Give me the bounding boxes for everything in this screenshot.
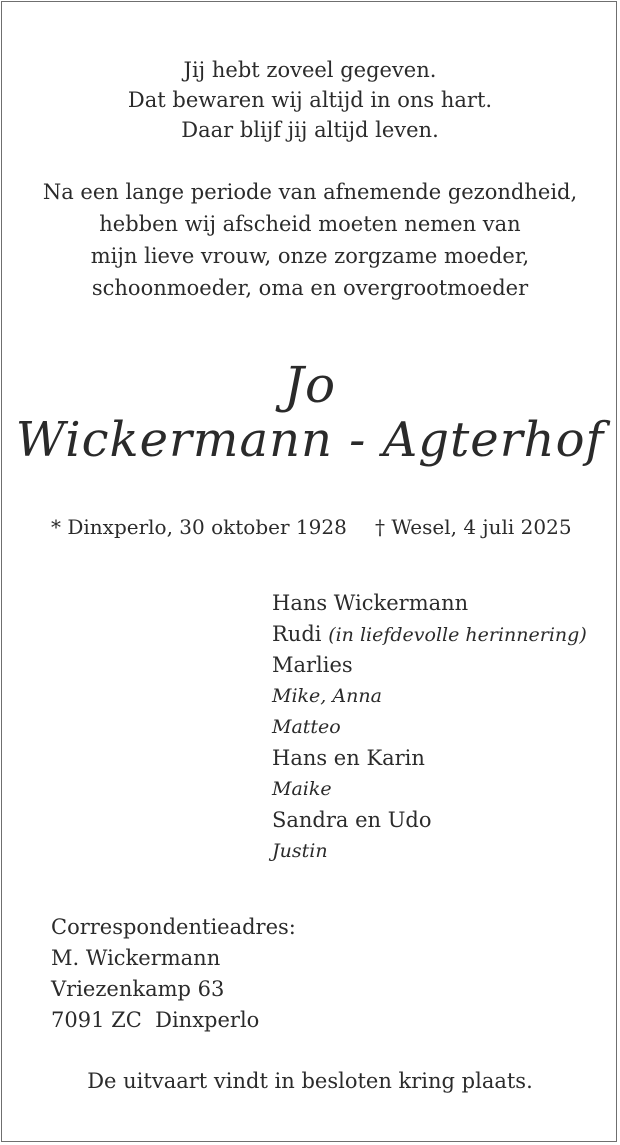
family-member: Hans Wickermann bbox=[272, 591, 469, 615]
deceased-first-name: Jo bbox=[283, 356, 337, 414]
grandchildren: Mike, Anna bbox=[272, 685, 382, 707]
intro-line: Na een lange periode van afnemende gezondheid, bbox=[42, 180, 578, 204]
intro-text bbox=[0, 176, 620, 304]
family-list bbox=[272, 588, 587, 867]
family-member-name: Rudi bbox=[272, 622, 322, 646]
address-city: 7091 ZC Dinxperlo bbox=[51, 1008, 260, 1032]
deceased-surname: Wickermann - Agterhof bbox=[15, 412, 605, 468]
death-date: † Wesel, 4 juli 2025 bbox=[375, 515, 572, 539]
grandchild: Maike bbox=[272, 778, 332, 800]
grandchild: Justin bbox=[272, 840, 328, 862]
poem-line: Daar blijf jij altijd leven. bbox=[181, 118, 439, 142]
birth-date: * Dinxperlo, 30 oktober 1928 bbox=[51, 515, 347, 539]
address-name: M. Wickermann bbox=[51, 946, 221, 970]
intro-line: schoonmoeder, oma en overgrootmoeder bbox=[91, 276, 529, 300]
family-member: Sandra en Udo bbox=[272, 808, 432, 832]
intro-line: mijn lieve vrouw, onze zorgzame moeder, bbox=[90, 244, 530, 268]
poem-line: Jij hebt zoveel gegeven. bbox=[183, 58, 437, 82]
poem bbox=[0, 55, 620, 145]
family-member: Hans en Karin bbox=[272, 746, 425, 770]
closing-note: De uitvaart vindt in besloten kring plaats. bbox=[87, 1069, 533, 1093]
great-grandchild: Matteo bbox=[272, 716, 341, 738]
address-street: Vriezenkamp 63 bbox=[51, 977, 225, 1001]
correspondence-address bbox=[51, 912, 296, 1036]
family-member bbox=[272, 619, 587, 650]
poem-line: Dat bewaren wij altijd in ons hart. bbox=[127, 88, 493, 112]
life-dates bbox=[0, 512, 620, 542]
memorial-note: (in liefdevolle herinnering) bbox=[328, 624, 587, 646]
family-member: Marlies bbox=[272, 653, 353, 677]
address-label: Correspondentieadres: bbox=[51, 915, 296, 939]
intro-line: hebben wij afscheid moeten nemen van bbox=[99, 212, 521, 236]
